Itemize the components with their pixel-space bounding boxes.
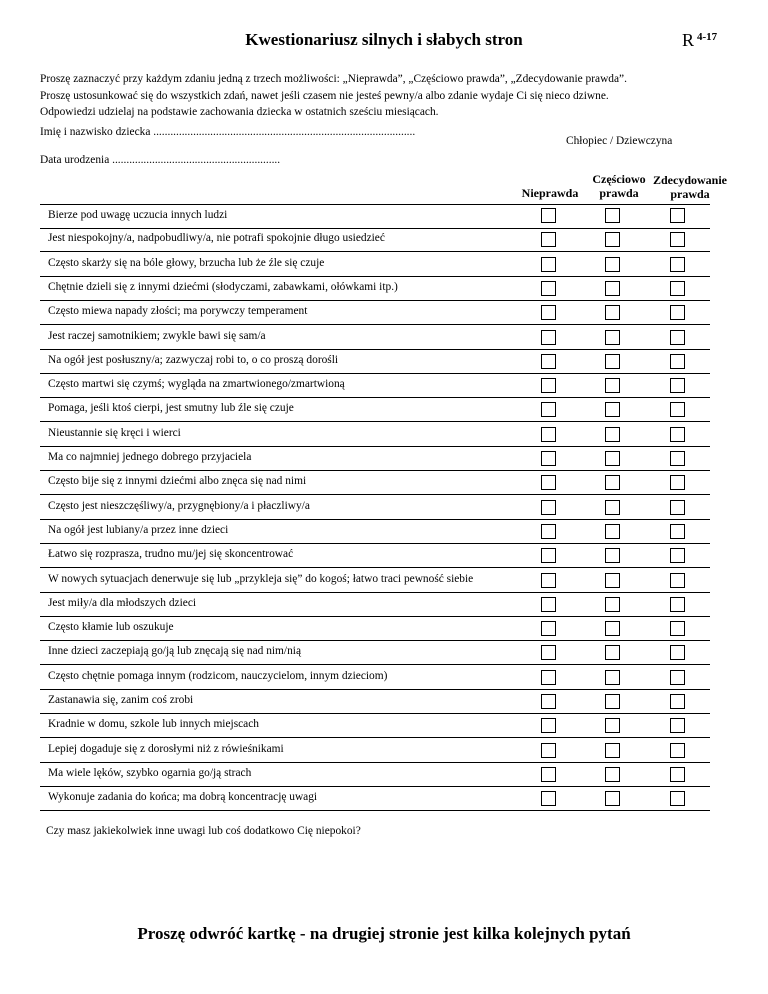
column-header-somewhat-true [587,172,651,200]
item-text: Często jest nieszczęśliwy/a, przygnębiony/a i płaczliwy/a [48,500,310,512]
checkbox-not-true[interactable] [541,645,556,660]
checkbox-certainly-true[interactable] [670,718,685,733]
checkbox-not-true[interactable] [541,524,556,539]
checkbox-not-true[interactable] [541,597,556,612]
checkbox-somewhat-true[interactable] [605,743,620,758]
checkbox-somewhat-true[interactable] [605,354,620,369]
checkbox-not-true[interactable] [541,402,556,417]
checkbox-certainly-true[interactable] [670,402,685,417]
item-text: Lepiej dogaduje się z dorosłymi niż z rówieśnikami [48,743,284,755]
checkbox-somewhat-true[interactable] [605,548,620,563]
item-text: Chętnie dzieli się z innymi dziećmi (słodyczami, zabawkami, ołówkami itp.) [48,281,398,293]
checkbox-somewhat-true[interactable] [605,451,620,466]
checkbox-not-true[interactable] [541,305,556,320]
checkbox-not-true[interactable] [541,621,556,636]
checkbox-certainly-true[interactable] [670,500,685,515]
checkbox-certainly-true[interactable] [670,281,685,296]
checkbox-not-true[interactable] [541,475,556,490]
checkbox-somewhat-true[interactable] [605,597,620,612]
form-code [682,30,717,51]
checkbox-somewhat-true[interactable] [605,475,620,490]
checkbox-not-true[interactable] [541,451,556,466]
checkbox-certainly-true[interactable] [670,645,685,660]
checkbox-not-true[interactable] [541,281,556,296]
item-text: Często bije się z innymi dziećmi albo znęca się nad nimi [48,475,307,487]
item-text: Inne dzieci zaczepiają go/ją lub znęcają się nad nim/nią [48,645,301,657]
checkbox-not-true[interactable] [541,330,556,345]
column-header-certainly-true-line1: Zdecydowanie [652,173,727,187]
item-text: Jest miły/a dla młodszych dzieci [48,597,197,609]
form-code-age-range: 4-17 [697,31,718,43]
checkbox-certainly-true[interactable] [670,378,685,393]
checkbox-somewhat-true[interactable] [605,524,620,539]
checkbox-certainly-true[interactable] [670,305,685,320]
item-text: Często miewa napady złości; ma porywczy temperament [48,305,308,317]
checkbox-not-true[interactable] [541,500,556,515]
document-title: Kwestionariusz silnych i słabych stron [245,30,523,49]
item-text: Jest niespokojny/a, nadpobudliwy/a, nie potrafi spokojnie długo usiedzieć [48,232,385,244]
checkbox-somewhat-true[interactable] [605,621,620,636]
checkbox-certainly-true[interactable] [670,670,685,685]
column-header-not-true [513,186,587,200]
checkbox-certainly-true[interactable] [670,767,685,782]
instruction-line: Odpowiedzi udzielaj na podstawie zachowania dziecka w ostatnich sześciu miesiącach. [40,106,439,118]
checkbox-certainly-true[interactable] [670,208,685,223]
checkbox-certainly-true[interactable] [670,475,685,490]
sex-field[interactable]: Chłopiec / Dziewczyna [566,135,673,147]
checkbox-somewhat-true[interactable] [605,330,620,345]
checkbox-not-true[interactable] [541,718,556,733]
footer-note: Proszę odwróć kartkę - na drugiej stronie jest kilka kolejnych pytań [137,924,631,943]
checkbox-certainly-true[interactable] [670,548,685,563]
item-text: W nowych sytuacjach denerwuje się lub „przykleja się” do kogoś; łatwo traci pewność siebie [48,573,474,585]
item-text: Często chętnie pomaga innym (rodzicom, nauczycielom, innym dzieciom) [48,670,388,682]
checkbox-certainly-true[interactable] [670,694,685,709]
checkbox-certainly-true[interactable] [670,354,685,369]
checkbox-not-true[interactable] [541,791,556,806]
item-text: Zastanawia się, zanim coś zrobi [48,694,194,706]
instruction-line: Proszę zaznaczyć przy każdym zdaniu jedną z trzech możliwości: „Nieprawda”, „Częściowo prawda”, „Zdecydowanie prawda”. [40,73,627,85]
checkbox-not-true[interactable] [541,354,556,369]
checkbox-somewhat-true[interactable] [605,670,620,685]
additional-question: Czy masz jakiekolwiek inne uwagi lub coś dodatkowo Cię niepokoi? [46,825,361,837]
checkbox-certainly-true[interactable] [670,524,685,539]
checkbox-not-true[interactable] [541,573,556,588]
item-text: Łatwo się rozprasza, trudno mu/jej się skoncentrować [48,548,294,560]
item-text: Często skarży się na bóle głowy, brzucha lub że źle się czuje [48,257,325,269]
column-header-somewhat-true-line2: prawda [599,186,639,200]
checkbox-certainly-true[interactable] [670,573,685,588]
checkbox-not-true[interactable] [541,694,556,709]
item-text: Bierze pod uwagę uczucia innych ludzi [48,209,228,221]
checkbox-certainly-true[interactable] [670,451,685,466]
item-text: Kradnie w domu, szkole lub innych miejscach [48,718,259,730]
checkbox-not-true[interactable] [541,743,556,758]
checkbox-not-true[interactable] [541,548,556,563]
checkbox-not-true[interactable] [541,257,556,272]
instruction-line: Proszę ustosunkować się do wszystkich zdań, nawet jeśli czasem nie jesteś pewny/a albo zdanie wydaje Ci się nieco dziwne. [40,89,609,102]
checkbox-not-true[interactable] [541,232,556,247]
checkbox-somewhat-true[interactable] [605,573,620,588]
checkbox-not-true[interactable] [541,670,556,685]
item-text: Nieustannie się kręci i wierci [48,427,181,439]
checkbox-somewhat-true[interactable] [605,281,620,296]
checkbox-somewhat-true[interactable] [605,718,620,733]
instructions [40,71,740,121]
column-header-certainly-true [650,173,730,201]
item-text: Na ogół jest posłuszny/a; zazwyczaj robi to, o co proszą dorośli [48,354,339,366]
child-name-field[interactable]: Imię i nazwisko dziecka ............................................................................................ [40,126,416,138]
checkbox-somewhat-true[interactable] [605,791,620,806]
checkbox-somewhat-true[interactable] [605,427,620,442]
checkbox-certainly-true[interactable] [670,791,685,806]
item-text: Ma wiele lęków, szybko ogarnia go/ją strach [48,767,252,779]
checkbox-somewhat-true[interactable] [605,645,620,660]
column-header-somewhat-true-line1: Częściowo [592,172,646,186]
item-text: Pomaga, jeśli ktoś cierpi, jest smutny lub źle się czuje [48,402,294,414]
checkbox-certainly-true[interactable] [670,232,685,247]
birth-date-field[interactable]: Data urodzenia ........................................................... [40,154,281,166]
checkbox-not-true[interactable] [541,427,556,442]
form-code-letter: R [682,30,695,50]
checkbox-not-true[interactable] [541,208,556,223]
checkbox-not-true[interactable] [541,767,556,782]
item-text: Jest raczej samotnikiem; zwykle bawi się sam/a [48,330,266,342]
item-text: Często martwi się czymś; wygląda na zmartwionego/zmartwioną [48,378,345,390]
checkbox-somewhat-true[interactable] [605,232,620,247]
checkbox-not-true[interactable] [541,378,556,393]
checkbox-somewhat-true[interactable] [605,257,620,272]
checkbox-certainly-true[interactable] [670,597,685,612]
checkbox-certainly-true[interactable] [670,621,685,636]
checkbox-somewhat-true[interactable] [605,378,620,393]
checkbox-certainly-true[interactable] [670,330,685,345]
item-text: Wykonuje zadania do końca; ma dobrą koncentrację uwagi [48,791,318,803]
checkbox-somewhat-true[interactable] [605,767,620,782]
item-text: Często kłamie lub oszukuje [48,621,174,633]
checkbox-somewhat-true[interactable] [605,305,620,320]
column-header-certainly-true-line2: prawda [670,187,710,201]
column-header-not-true-label: Nieprawda [521,186,579,200]
checkbox-certainly-true[interactable] [670,427,685,442]
checkbox-certainly-true[interactable] [670,257,685,272]
item-text: Ma co najmniej jednego dobrego przyjaciela [48,451,252,463]
checkbox-somewhat-true[interactable] [605,500,620,515]
checkbox-somewhat-true[interactable] [605,208,620,223]
checkbox-somewhat-true[interactable] [605,402,620,417]
checkbox-somewhat-true[interactable] [605,694,620,709]
item-text: Na ogół jest lubiany/a przez inne dzieci [48,524,229,536]
checkbox-certainly-true[interactable] [670,743,685,758]
